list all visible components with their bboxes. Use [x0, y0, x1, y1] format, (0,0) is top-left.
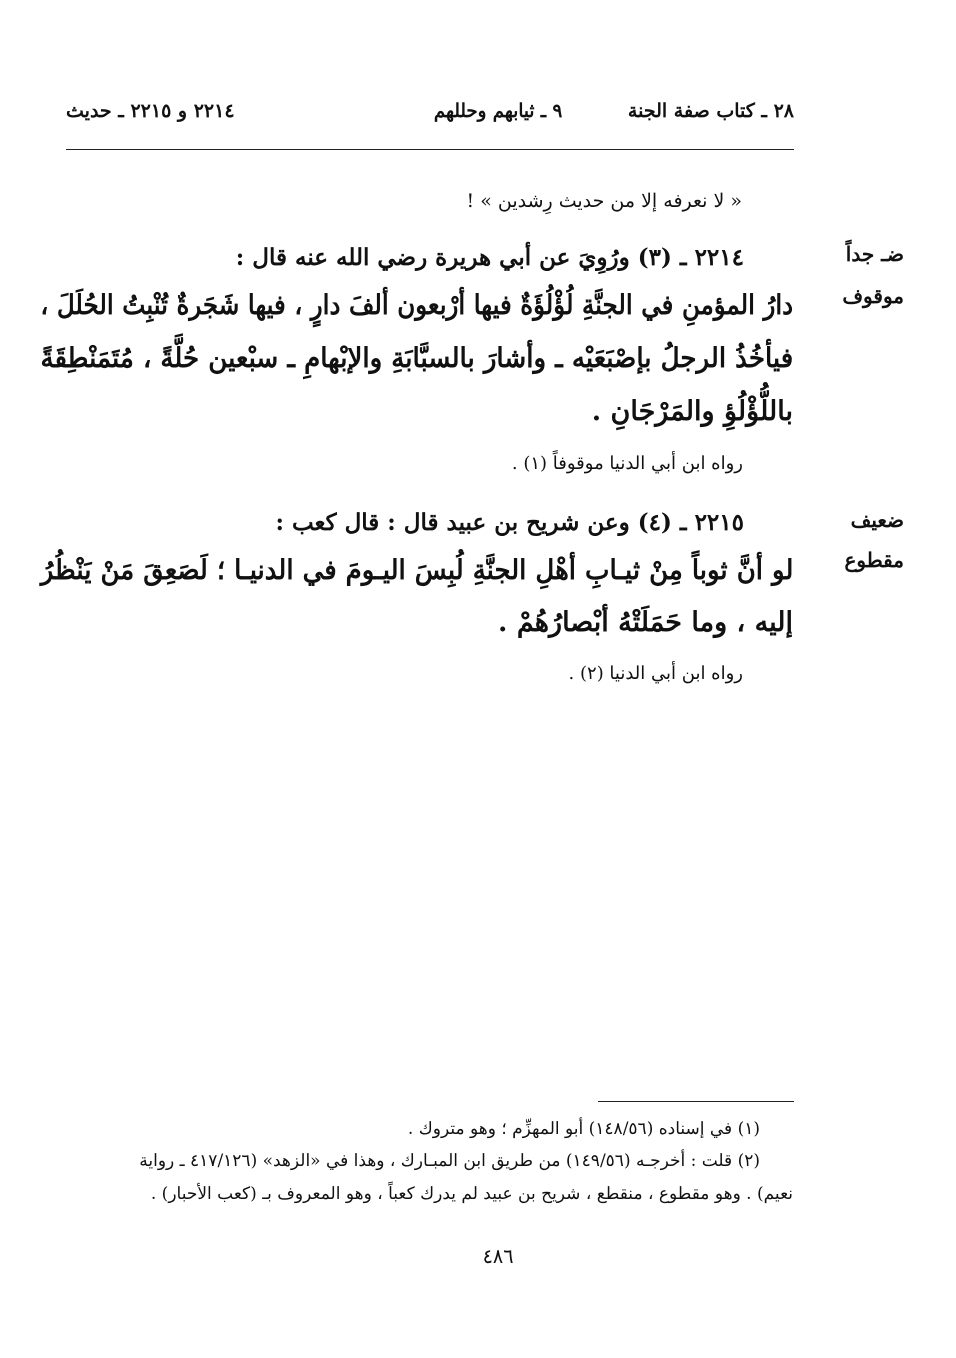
hadith-heading: ٢٢١٤ ـ (٣) ورُوِيَ عن أبي هريرة رضي الله عنه قال : — [235, 244, 744, 271]
hadith-text-line: باللُّؤْلُؤِ والمَرْجَانِ . — [591, 396, 793, 427]
hadith-text-line: إليه ، وما حَمَلَتْهُ أبْصارُهُمْ . — [498, 607, 793, 638]
hadith-text-line: دارُ المؤمنِ في الجنَّةِ لُؤْلُؤَةٌ فيها أرْبعون ألفَ دارٍ ، فيها شَجَرةٌ تُنْبِتُ الحُلَلَ ، — [40, 290, 793, 321]
hadith-heading: ٢٢١٥ ـ (٤) وعن شريح بن عبيد قال : قال كعب : — [275, 509, 744, 536]
grade-label-secondary: مقطوع — [844, 548, 904, 572]
page-number: ٤٨٦ — [482, 1244, 514, 1268]
footnote-line: (١) في إسناده (١٤٨/٥٦) أبو المهزِّم ؛ وهو متروك . — [407, 1119, 760, 1139]
hadith-text-line: لو أنَّ ثوباً مِنْ ثيـابِ أهْلِ الجنَّةِ لُبِسَ اليـومَ في الدنيـا ؛ لَصَعِقَ مَنْ يَنْظُرُ — [40, 555, 793, 586]
footnote-line: (٢) قلت : أخرجـه (١٤٩/٥٦) من طريق ابن المبـارك ، وهذا في «الزهد» (٤١٧/١٢٦ ـ رواية — [139, 1151, 760, 1171]
running-header-section: ٩ ـ ثيابهم وحللهم — [433, 100, 563, 122]
footnote-rule — [598, 1101, 794, 1102]
intro-note: « لا نعرفه إلا من حديث رِشدين » ! — [466, 190, 742, 212]
header-rule — [66, 149, 794, 150]
grade-label-secondary: موقوف — [842, 284, 904, 308]
grade-label-primary: ضعيف — [850, 508, 904, 532]
running-header-hadith-range: ٢٢١٤ و ٢٢١٥ ـ حديث — [66, 100, 235, 122]
hadith-source: رواه ابن أبي الدنيا (٢) . — [568, 663, 743, 684]
running-header-book-chapter: ٢٨ ـ كتاب صفة الجنة — [627, 100, 794, 122]
grade-label-primary: ضـ جداً — [845, 242, 904, 266]
hadith-text-line: فيأخُذُ الرجلُ بإصْبَعَيْه ـ وأشارَ بالسبَّابَةِ والإبْهامِ ـ سبْعين حُلَّةً ، مُتَمَنْطِقَةً — [40, 343, 793, 374]
hadith-source: رواه ابن أبي الدنيا موقوفاً (١) . — [511, 453, 743, 474]
footnote-line: نعيم) . وهو مقطوع ، منقطع ، شريح بن عبيد لم يدرك كعباً ، وهو المعروف بـ (كعب الأحبار) . — [150, 1184, 793, 1204]
